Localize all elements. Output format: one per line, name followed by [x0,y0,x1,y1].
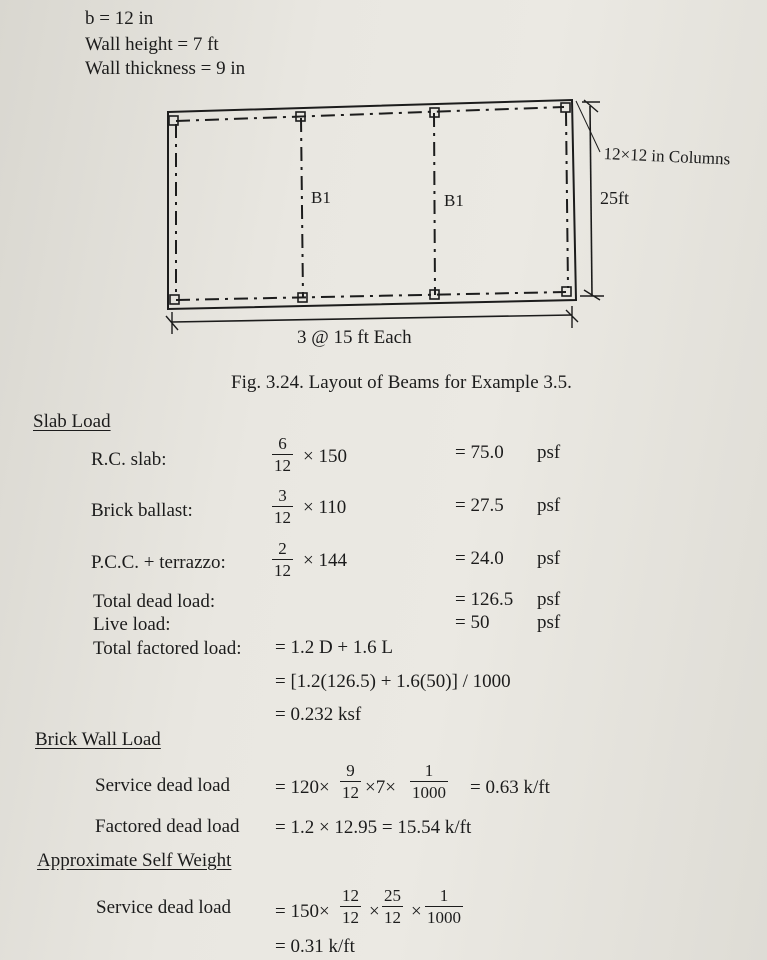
span-dimension-line [172,315,572,322]
beam-label-b1: B1 [444,191,464,210]
given-wall-thickness: Wall thickness = 9 in [85,58,246,79]
total-dead-load-unit: psf [537,589,561,610]
columns-label: 12×12 in Columns [603,144,731,169]
self-weight-fraction-3: $\frac{1}{1000}$ [427,886,461,927]
brick-wall-service-label: Service dead load [95,775,231,796]
live-load-value: = 50 [455,612,490,633]
factored-equation-3: = 0.232 ksf [275,704,362,725]
self-weight-heading: Approximate Self Weight [37,850,232,871]
live-load-label: Live load: [93,614,171,635]
beam-b1-left-line [301,118,303,298]
given-wall-height: Wall height = 7 ft [85,34,219,55]
height-label: 25ft [600,188,629,208]
factored-equation-2: = [1.2(126.5) + 1.6(50)] / 1000 [275,671,511,692]
brick-ballast-result: = 27.5 [455,495,504,516]
rc-slab-fraction: $\frac{6}{12}$ [274,434,291,475]
self-weight-times-2: × [411,901,422,922]
self-weight-result: = 0.31 k/ft [275,936,355,957]
brick-ballast-unit: psf [537,495,561,516]
bottom-beam-line [176,292,566,300]
figure-caption: Fig. 3.24. Layout of Beams for Example 3.5. [231,372,572,393]
pcc-terrazzo-multiplier: × 144 [303,550,347,571]
brick-ballast-multiplier: × 110 [303,497,347,518]
rc-slab-multiplier: × 150 [303,446,347,467]
column-leader-line [576,101,600,152]
brick-wall-factored-label: Factored dead load [95,816,240,837]
rc-slab-label: R.C. slab: [91,449,167,470]
total-dead-load-value: = 126.5 [455,589,514,610]
span-label: 3 @ 15 ft Each [297,327,412,348]
brick-wall-load-heading: Brick Wall Load [35,729,161,750]
brick-ballast-label: Brick ballast: [91,500,193,521]
total-dead-load-label: Total dead load: [93,591,216,612]
beam-b1-right-line [434,113,435,295]
brick-wall-service-mid: ×7× [365,777,396,798]
brick-wall-factored-equation: = 1.2 × 12.95 = 15.54 k/ft [275,817,472,838]
beam-label-b1: B1 [311,188,331,207]
wall-outline [168,100,576,309]
total-factored-load-label: Total factored load: [93,638,242,659]
self-weight-fraction-2: $\frac{25}{12}$ [384,886,401,927]
pcc-terrazzo-result: = 24.0 [455,548,504,569]
pcc-terrazzo-unit: psf [537,548,561,569]
brick-wall-service-result: = 0.63 k/ft [470,777,550,798]
self-weight-prefix: = 150× [275,901,330,922]
self-weight-service-label: Service dead load [96,897,232,918]
pcc-terrazzo-label: P.C.C. + terrazzo: [91,552,226,573]
slab-load-heading: Slab Load [33,411,111,432]
pcc-terrazzo-fraction: $\frac{2}{12}$ [274,539,291,580]
brick-ballast-fraction: $\frac{3}{12}$ [274,486,291,527]
right-beam-line [566,112,568,288]
rc-slab-result: = 75.0 [455,442,504,463]
brick-wall-service-prefix: = 120× [275,777,330,798]
self-weight-times-1: × [369,901,380,922]
brick-wall-fraction-2: $\frac{1}{1000}$ [412,761,446,802]
factored-equation-1: = 1.2 D + 1.6 L [275,637,394,658]
given-b: b = 12 in [85,8,154,29]
brick-wall-fraction-1: $\frac{9}{12}$ [342,761,359,802]
rc-slab-unit: psf [537,442,561,463]
self-weight-fraction-1: $\frac{12}{12}$ [342,886,359,927]
live-load-unit: psf [537,612,561,633]
